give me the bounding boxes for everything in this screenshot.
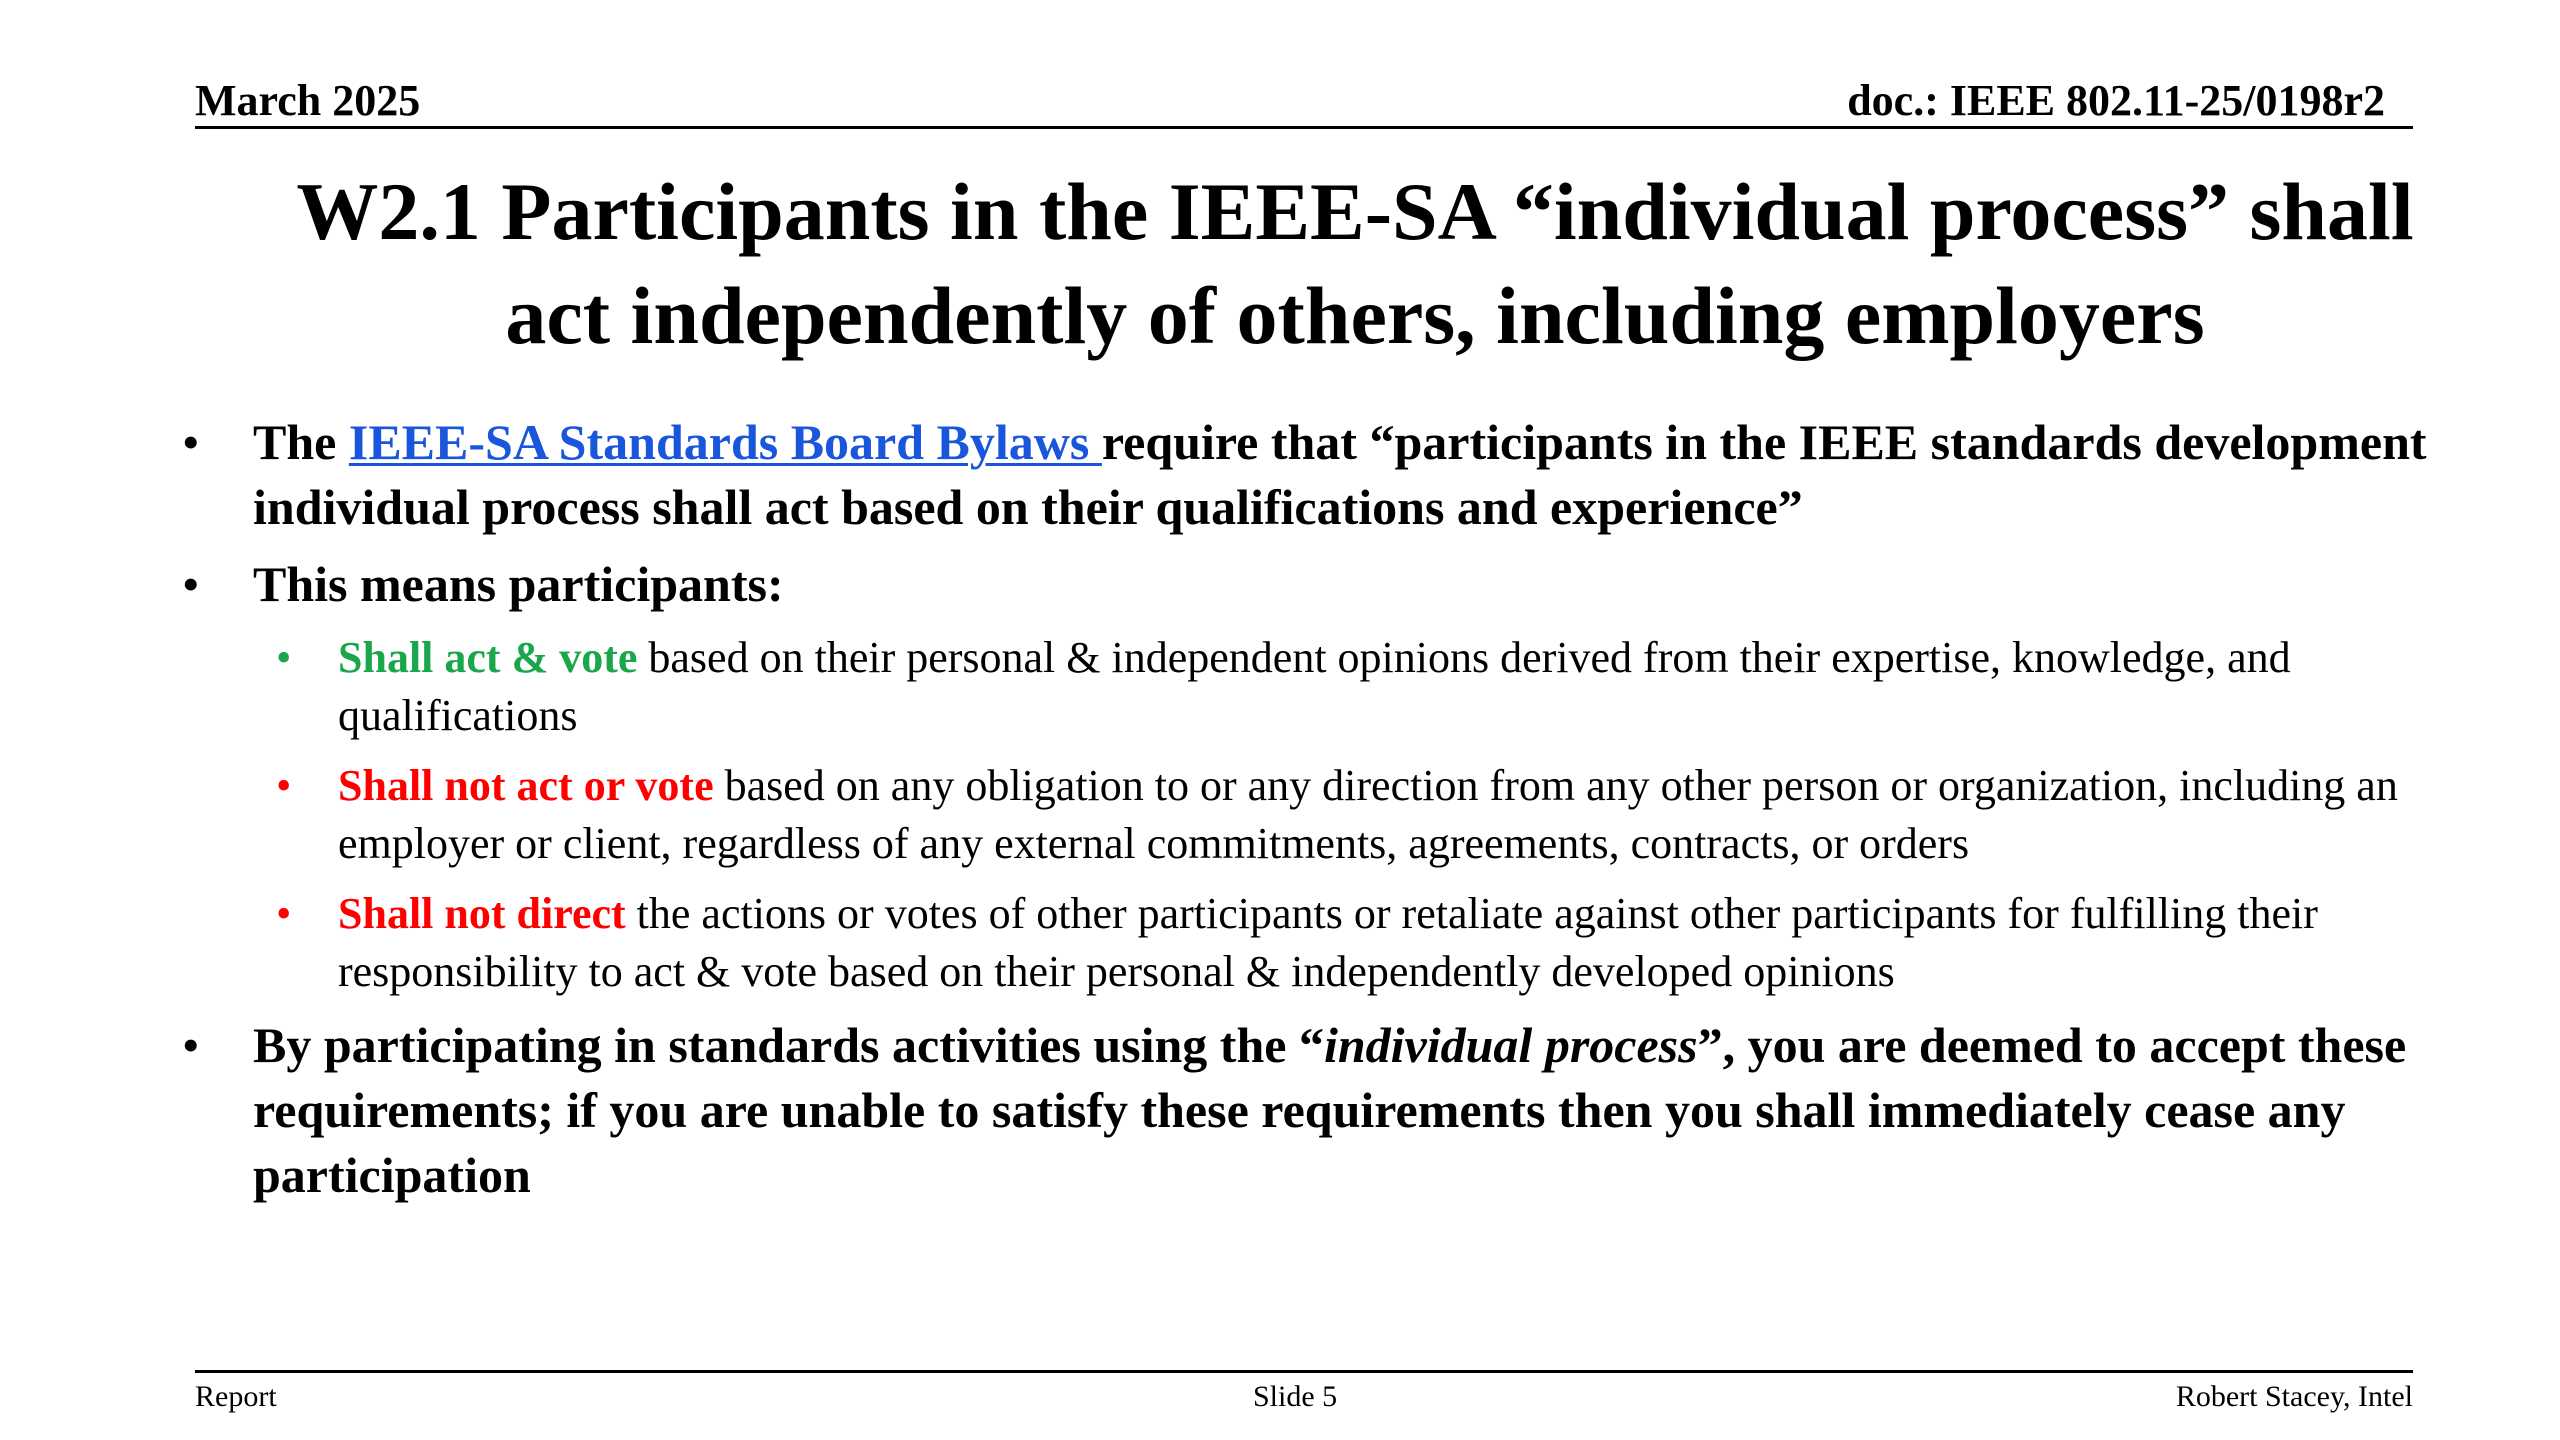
bullet-participation-pre: By participating in standards activities using the “ (253, 1017, 1324, 1073)
sub-bullet-text: based on any obligation to or any direction from any other person or organization, including an employer or client, regardless of any external commitments, agreements, contracts, or orders (338, 761, 2398, 868)
slide-footer (195, 1370, 2413, 1413)
footer-left: Report (195, 1380, 277, 1413)
sub-bullet-dot: • (276, 633, 292, 682)
bullet-participation-post: ”, you are deemed to accept these requirements; if you are unable to satisfy these requirements then you shall immediately cease any participation (253, 1017, 2407, 1203)
header-date: March 2025 (195, 76, 421, 125)
bullet-bylaws (0, 410, 2560, 540)
bullet-list (0, 410, 2560, 1220)
bullet-dot: • (182, 414, 200, 470)
title-line-2: act independently of others, including employers (505, 270, 2205, 361)
bullet-bylaws-pre: The (253, 414, 349, 470)
sub-bullet-dot: • (276, 761, 292, 810)
sub-bullet-shall-not-direct (0, 885, 2560, 1001)
sub-bullet-dot: • (276, 889, 292, 938)
bullet-means-text: This means participants: (253, 556, 784, 612)
bullet-participation (0, 1013, 2560, 1208)
sub-bullet-shall-act (0, 629, 2560, 745)
bullet-bylaws-post: require that “participants in the IEEE standards development individual process shall act based on their qualifications and experience” (253, 414, 2427, 535)
slide-title (195, 160, 2515, 368)
sub-bullet-keyword: Shall not act or vote (338, 761, 714, 810)
bullet-means (0, 552, 2560, 617)
header-doc-id: doc.: IEEE 802.11-25/0198r2 (1847, 76, 2385, 125)
footer-author: Robert Stacey, Intel (2175, 1380, 2413, 1413)
sub-bullet-shall-not-act (0, 757, 2560, 873)
sub-bullet-keyword: Shall not direct (338, 889, 626, 938)
bullet-dot: • (182, 1017, 200, 1073)
sub-bullet-text: based on their personal & independent opinions derived from their expertise, knowledge, and qualifications (338, 633, 2291, 740)
bullet-dot: • (182, 556, 200, 612)
footer-slide-number: Slide 5 (1253, 1380, 1338, 1413)
slide-header (195, 76, 2413, 129)
sub-bullet-keyword: Shall act & vote (338, 633, 638, 682)
bylaws-link[interactable]: IEEE-SA Standards Board Bylaws (348, 414, 1102, 470)
title-line-1: W2.1 Participants in the IEEE-SA “individual process” shall (296, 166, 2414, 257)
bullet-participation-em: individual process (1323, 1017, 1698, 1073)
sub-bullet-text: the actions or votes of other participants or retaliate against other participants for fulfilling their responsibility to act & vote based on their personal & independently developed opinions (338, 889, 2318, 996)
